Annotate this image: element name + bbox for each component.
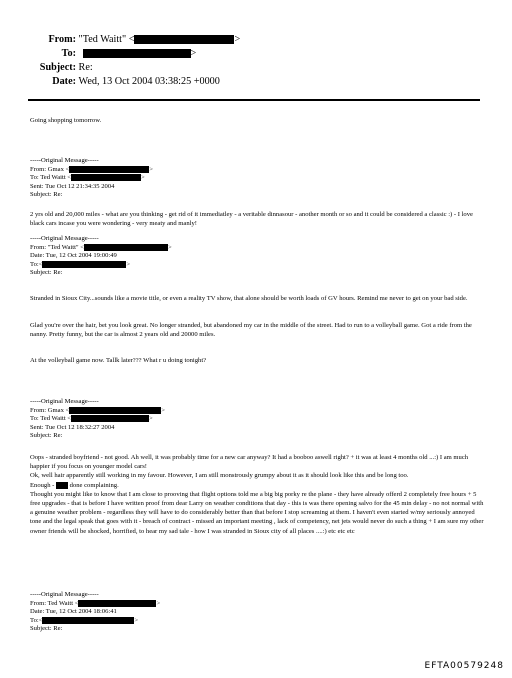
- to-label: To:: [61, 48, 76, 59]
- msg2-separator: -----Original Message-----: [30, 235, 99, 242]
- msg3-separator: -----Original Message-----: [30, 398, 99, 405]
- msg2-paragraph-2: Glad you're over the hair, bet you look great. No longer stranded, but abandoned my car in the middle of the street. Had to run to a volleyball game. Got a ride from the nanny. Pretty funny, but the car is almost 2 years old and 20000 miles.: [30, 322, 472, 339]
- from-label: From:: [48, 34, 76, 45]
- redaction: [83, 49, 191, 58]
- redaction: [69, 407, 161, 414]
- redaction: [69, 166, 149, 173]
- msg3-sent: Sent: Tue Oct 12 18:32:27 2004: [30, 423, 115, 431]
- msg3-subject: Subject: Re:: [30, 432, 63, 440]
- redaction: [134, 35, 234, 44]
- msg1-to: To: Ted Waitt < >: [30, 174, 145, 182]
- msg3-to: To: Ted Waitt < >: [30, 415, 153, 423]
- msg2-paragraph-3: At the volleyball game now. Tallk later??? What r u doing tonight?: [30, 357, 207, 364]
- header-divider: [28, 99, 480, 101]
- from-value: "Ted Waitt" <: [78, 34, 135, 45]
- header-from: [18, 34, 240, 45]
- header-subject: [18, 62, 93, 73]
- msg2-paragraph-1: Stranded in Sioux City...sounds like a movie title, or even a reality TV show, that alone should be worth loads of GV hours. Remind me never to get on your bad side.: [30, 295, 468, 302]
- redaction: [56, 482, 68, 489]
- msg3-body: Oops - stranded boyfriend - not good. Ah well, it was probably time for a new car anyway? It had a booboo aswell right? + it was at least 4 months old ...:) I am much happier if you focus on younger model cars! Ok, well hair apparently still working in my favour. However, I am still monstrously grumpy about it as it should look like this and be long too. Enough - done complaining. Thought you might like to know that I am close to prooving that flight options told me a big big porky re the plane - they have already offerd 2 completely free hours + 5 free upgrades - that is before I have written proof from dear Larry on weather conditions that day - this is was there opening salvo for the 45 min delay - no not normal with a genuine weather problem - regardless they will have to do considerably better than that before I stop screaming at them. I haven't even started w/my seriously annoyed tone and the legal speak that goes with it - breach of contract - missed an important meeting , lack of competency, net jets would never do such a thing + I am sure my other owner friends will be shocked, horrified, to hear my sad tale - how I was stranded in Sioux city of all places ....:) etc etc etc: [30, 454, 484, 535]
- redaction: [42, 617, 134, 624]
- opening-line: Going shopping tomorrow.: [30, 117, 102, 124]
- msg1-subject: Subject: Re:: [30, 191, 63, 199]
- subject-value: Re:: [78, 62, 93, 73]
- subject-label: Subject:: [39, 62, 76, 73]
- header-to: [18, 48, 196, 59]
- redaction: [42, 261, 126, 268]
- msg2-date: Date: Tue, 12 Oct 2004 19:00:49: [30, 252, 117, 260]
- redaction: [84, 244, 168, 251]
- redaction: [78, 600, 156, 607]
- date-label: Date:: [52, 76, 76, 87]
- msg2-to: To:< >: [30, 260, 131, 268]
- date-value: Wed, 13 Oct 2004 03:38:25 +0000: [78, 76, 220, 87]
- msg4-to: To:< >: [30, 616, 139, 624]
- msg2-subject: Subject: Re:: [30, 269, 63, 277]
- msg4-date: Date: Tue, 12 Oct 2004 18:06:41: [30, 608, 117, 616]
- msg2-from: From: "Ted Waitt" < >: [30, 243, 172, 251]
- bracket-close: >: [234, 34, 241, 45]
- msg1-sent: Sent: Tue Oct 12 21:34:35 2004: [30, 182, 115, 190]
- document-id: EFTA00579248: [424, 661, 504, 671]
- header-date: [18, 76, 220, 87]
- msg1-from: From: Gmax < >: [30, 165, 153, 173]
- redaction: [71, 174, 141, 181]
- msg4-from: From: Ted Waitt < >: [30, 599, 161, 607]
- msg3-from: From: Gmax < >: [30, 406, 165, 414]
- redaction: [71, 415, 149, 422]
- msg4-subject: Subject: Re:: [30, 625, 63, 633]
- msg1-separator: -----Original Message-----: [30, 157, 99, 164]
- msg4-separator: -----Original Message-----: [30, 591, 99, 598]
- msg1-text: 2 yrs old and 20,000 miles - what are you thinking - get rid of it immediatley - a veritable dinnasour - another month or so and it could be considered a classic :) - I love black cars incase you were wondering - very meaty and manly!: [30, 211, 473, 228]
- bracket-close: >: [190, 48, 197, 59]
